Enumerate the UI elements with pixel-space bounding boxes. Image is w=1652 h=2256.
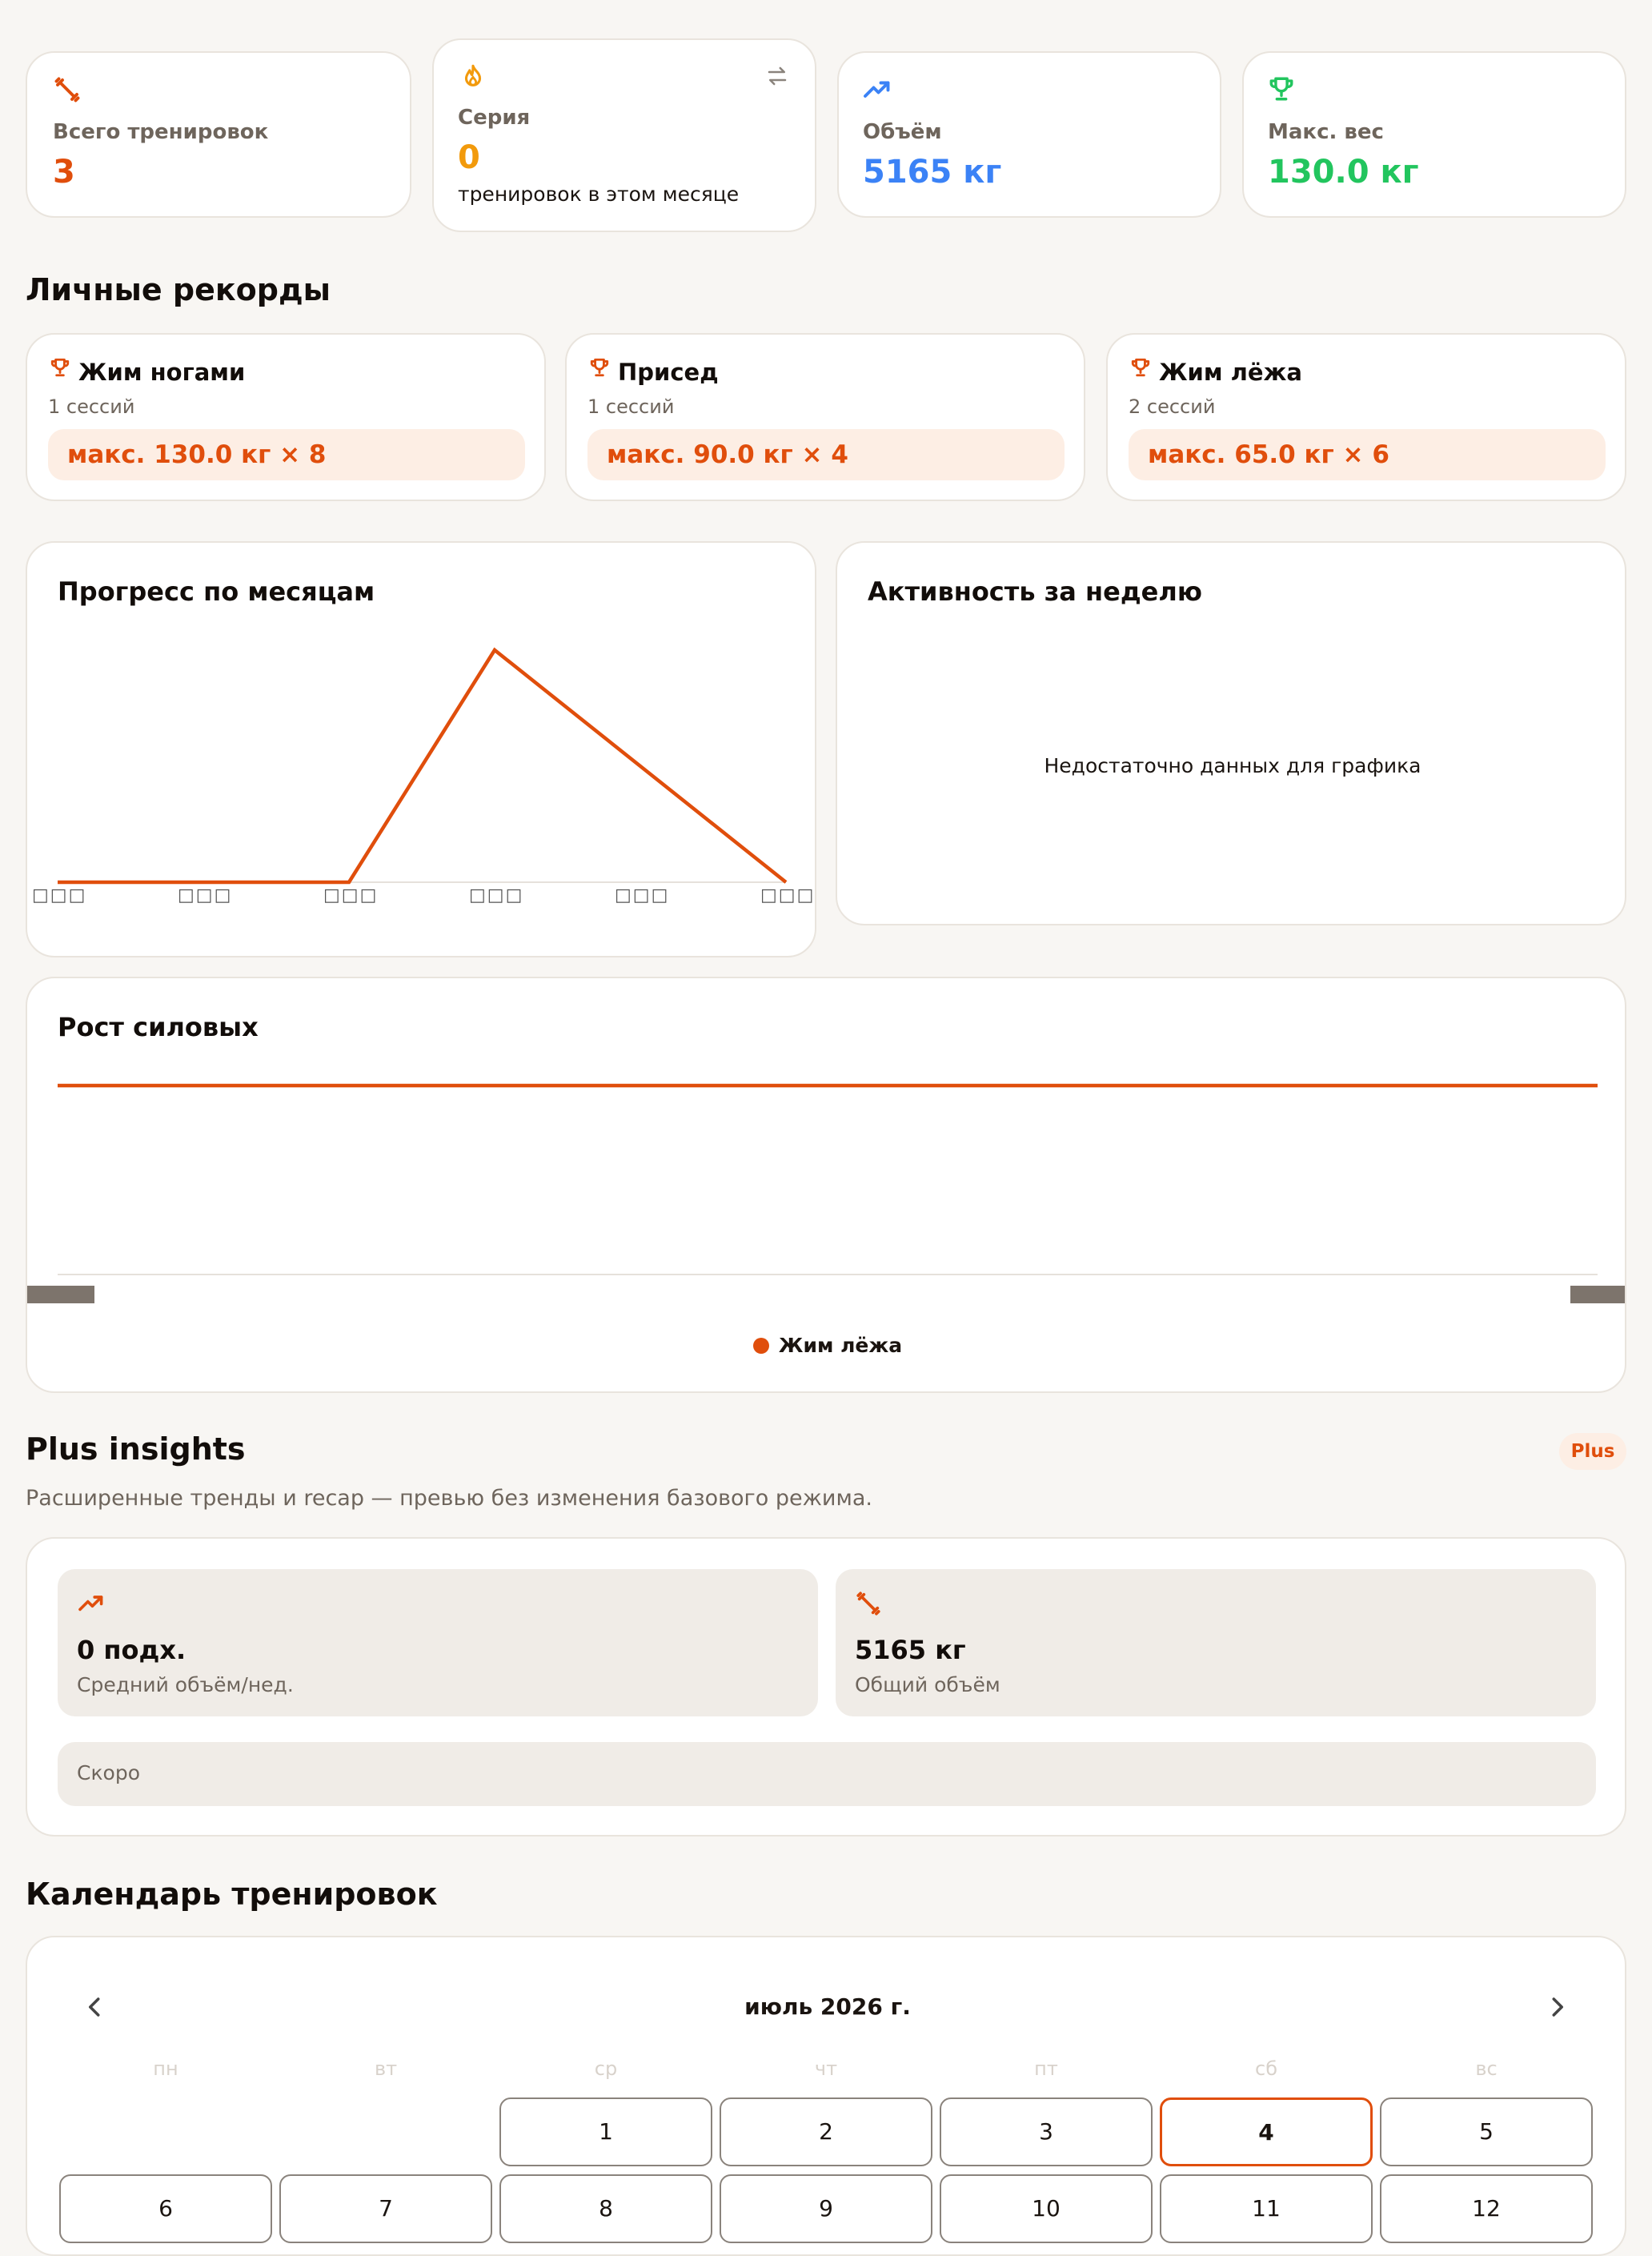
insight-value: 0 подх. — [77, 1635, 186, 1665]
weekday-label: вс — [1475, 2057, 1498, 2080]
stat-card-volume — [837, 51, 1221, 218]
strength-growth-card — [26, 977, 1626, 1393]
trending-up-icon — [863, 77, 892, 101]
insight-tile-total-volume — [836, 1569, 1596, 1716]
record-name: Присед — [618, 359, 719, 386]
weekly-activity-card — [836, 541, 1626, 925]
plus-badge: Plus — [1559, 1433, 1626, 1470]
dumbbell-icon — [53, 75, 82, 104]
x-tick-label: □□□ — [32, 885, 87, 905]
record-sessions: 2 сессий — [1129, 395, 1216, 418]
x-tick-placeholder — [27, 1286, 94, 1303]
stat-label: Всего тренировок — [53, 120, 269, 144]
insight-value: 5165 кг — [855, 1635, 966, 1665]
legend-label: Жим лёжа — [778, 1334, 903, 1357]
calendar-day[interactable]: 2 — [720, 2097, 932, 2166]
trophy-icon — [1130, 357, 1151, 378]
chevron-right-icon[interactable] — [1545, 1995, 1569, 2019]
x-tick-label: □□□ — [615, 885, 670, 905]
calendar-day[interactable]: 1 — [499, 2097, 712, 2166]
stat-value: 0 — [458, 139, 480, 176]
insight-label: Общий объём — [855, 1673, 1000, 1696]
flame-icon — [459, 62, 487, 90]
stat-value: 5165 кг — [863, 154, 1002, 191]
stat-value: 130.0 кг — [1268, 154, 1419, 191]
record-name: Жим лёжа — [1159, 359, 1302, 386]
record-name: Жим ногами — [78, 359, 246, 386]
record-card — [565, 333, 1085, 501]
trending-up-icon — [77, 1592, 106, 1614]
record-sessions: 1 сессий — [48, 395, 135, 418]
calendar-day[interactable]: 12 — [1380, 2174, 1593, 2243]
coming-soon-text: Скоро — [77, 1761, 141, 1784]
plus-insights-card — [26, 1537, 1626, 1837]
swap-icon[interactable] — [765, 64, 789, 88]
stat-card-max-weight — [1242, 51, 1626, 218]
calendar-day[interactable]: 6 — [59, 2174, 272, 2243]
weekday-label: пт — [1034, 2057, 1058, 2080]
record-best: макс. 65.0 кг × 6 — [1129, 429, 1606, 480]
insight-label: Средний объём/нед. — [77, 1673, 294, 1696]
x-tick-placeholder — [1570, 1286, 1625, 1303]
empty-chart-message: Недостаточно данных для графика — [1044, 754, 1421, 777]
record-best: макс. 130.0 кг × 8 — [48, 429, 525, 480]
calendar-day[interactable]: 7 — [279, 2174, 492, 2243]
strength-growth-chart — [27, 978, 1628, 1395]
weekday-label: пн — [153, 2057, 178, 2080]
record-card — [1106, 333, 1626, 501]
calendar-month-label: июль 2026 г. — [744, 1993, 911, 2020]
plus-title: Plus insights — [26, 1431, 246, 1467]
calendar-day[interactable]: 8 — [499, 2174, 712, 2243]
records-title: Личные рекорды — [26, 272, 331, 307]
calendar-day[interactable]: 10 — [940, 2174, 1153, 2243]
dumbbell-icon — [855, 1590, 882, 1617]
weekday-label: сб — [1255, 2057, 1277, 2080]
stat-card-total — [26, 51, 411, 218]
calendar-card — [26, 1936, 1626, 2256]
coming-soon-bar — [58, 1742, 1596, 1806]
legend-dot — [753, 1338, 769, 1354]
calendar-day[interactable]: 5 — [1380, 2097, 1593, 2166]
weekday-label: ср — [594, 2057, 618, 2080]
x-tick-label: □□□ — [469, 885, 524, 905]
chart-title: Прогресс по месяцам — [58, 576, 375, 607]
record-card — [26, 333, 546, 501]
monthly-progress-chart — [27, 543, 818, 959]
stat-subtext: тренировок в этом месяце — [458, 183, 740, 206]
x-tick-label: □□□ — [760, 885, 816, 905]
calendar-day[interactable]: 11 — [1160, 2174, 1373, 2243]
weekday-label: чт — [814, 2057, 838, 2080]
stat-label: Объём — [863, 120, 942, 144]
stat-value: 3 — [53, 154, 75, 191]
x-tick-label: □□□ — [323, 885, 379, 905]
calendar-day[interactable]: 4 — [1160, 2097, 1373, 2166]
stat-card-streak[interactable] — [432, 38, 816, 232]
stat-label: Макс. вес — [1268, 120, 1384, 144]
chart-title: Рост силовых — [58, 1012, 259, 1042]
trophy-icon — [1268, 75, 1295, 102]
record-sessions: 1 сессий — [587, 395, 675, 418]
record-best: макс. 90.0 кг × 4 — [587, 429, 1065, 480]
calendar-day[interactable]: 3 — [940, 2097, 1153, 2166]
trophy-icon — [50, 357, 70, 378]
stat-label: Серия — [458, 106, 531, 130]
trophy-icon — [589, 357, 610, 378]
series-line — [58, 650, 786, 882]
x-tick-label: □□□ — [178, 885, 233, 905]
chart-legend — [27, 1334, 1628, 1357]
calendar-day[interactable]: 9 — [720, 2174, 932, 2243]
monthly-progress-card — [26, 541, 816, 957]
plus-subtitle: Расширенные тренды и recap — превью без изменения базового режима. — [26, 1486, 872, 1511]
weekday-label: вт — [374, 2057, 398, 2080]
chart-title: Активность за неделю — [868, 576, 1202, 607]
calendar-title: Календарь тренировок — [26, 1877, 438, 1912]
insight-tile-avg-volume — [58, 1569, 818, 1716]
